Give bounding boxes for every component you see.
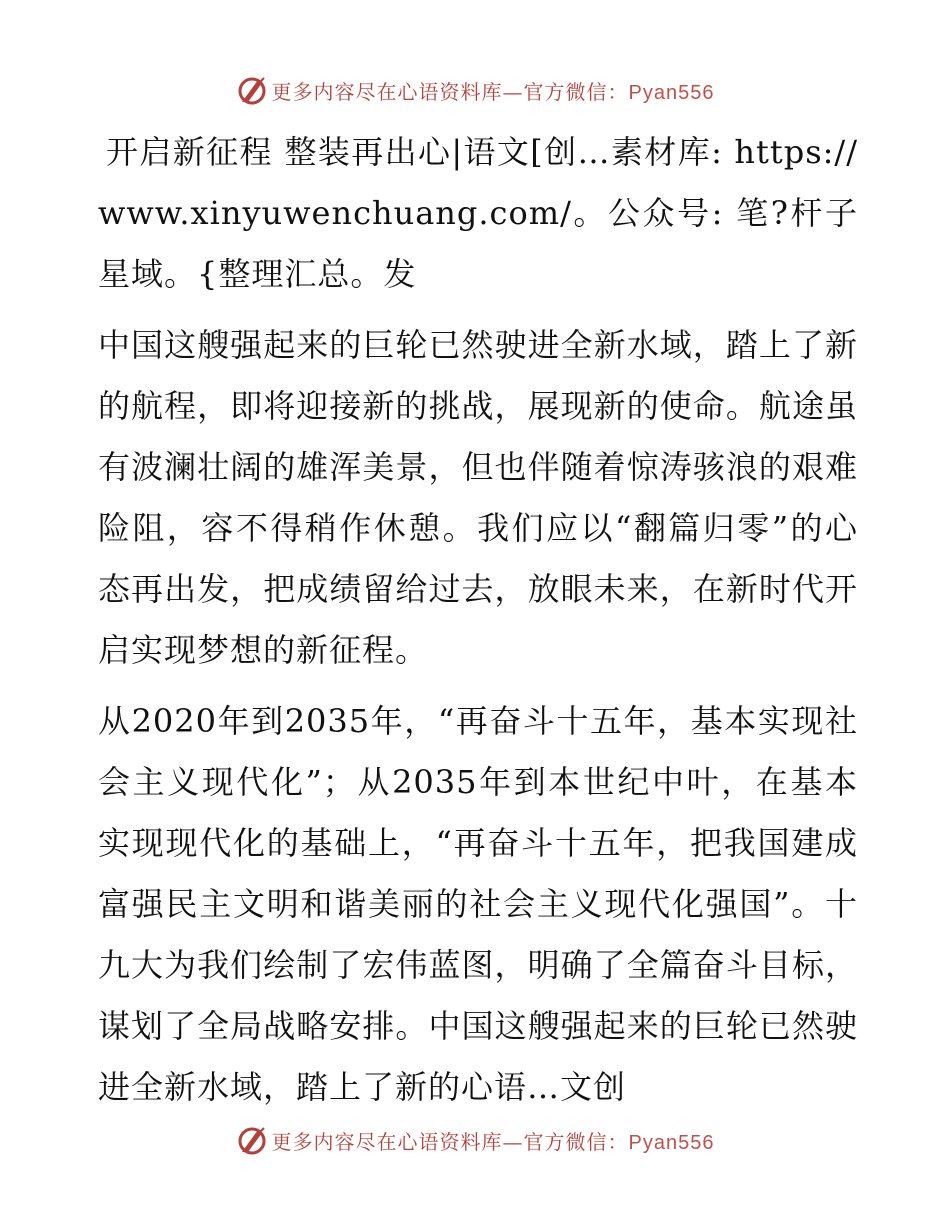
paragraph: 从2020年到2035年，“再奋斗十五年，基本实现社会主义现代化”；从2035年到本世纪中叶，在基本实现现代化的基础上，“再奋斗十五年，把我国建成富强民主文明和谐美丽的社会主义现代化强国”。十九大为我们绘制了宏伟蓝图，明确了全篇奋斗目标，谋划了全局战略安排。中国这艘强起来的巨轮已然驶进全新水域，踏上了新的心语…文创 (98, 702, 858, 1106)
wechat-id: Pyan556 (628, 81, 715, 104)
footer-banner (0, 1120, 950, 1160)
paragraph: 中国这艘强起来的巨轮已然驶进全新水域，踏上了新的航程，即将迎接新的挑战，展现新的使命。航途虽有波澜壮阔的雄浑美景，但也伴随着惊涛骇浪的艰难险阻，容不得稍作休憩。我们应以“翻篇归零”的心态再出发，把成绩留给过去，放眼未来，在新时代开启实现梦想的新征程。 (98, 326, 858, 669)
banner-text: 更多内容尽在心语资料库—官方微信：Pyan556 (271, 1129, 715, 1154)
paragraph-header: 开启新征程 整装再出心|语文[创…素材库: https://www.xinyuwenchuang.com/。公众号: 笔?杆子星域。{整理汇总。发 (98, 133, 858, 293)
document-body (98, 122, 858, 1128)
header-banner (0, 70, 950, 110)
quill-logo-icon (236, 1124, 268, 1156)
quill-logo-icon (236, 74, 268, 106)
banner-text: 更多内容尽在心语资料库—官方微信：Pyan556 (271, 79, 715, 104)
wechat-id: Pyan556 (628, 1131, 715, 1154)
